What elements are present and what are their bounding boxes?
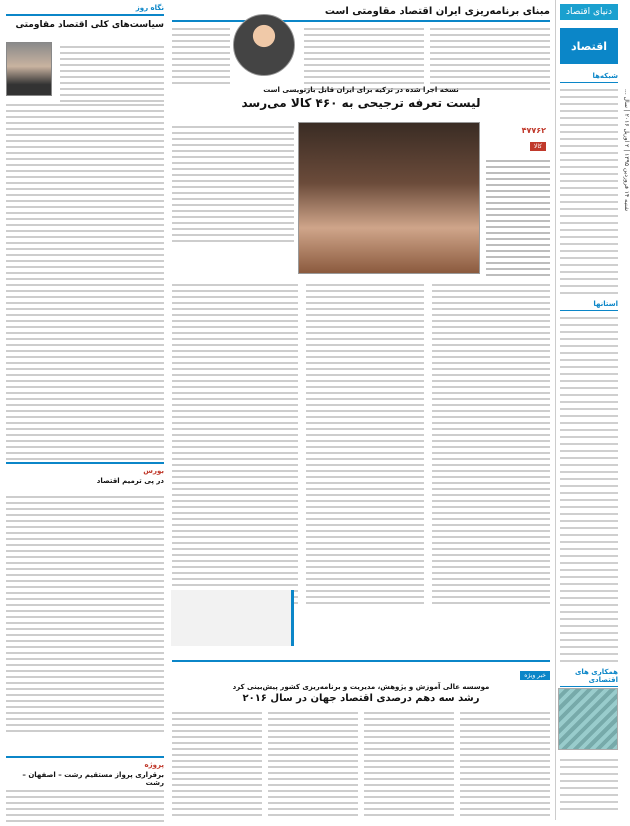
left-text-1 xyxy=(60,42,164,106)
pull-quote xyxy=(171,590,294,646)
left-headline-3: برقراری پرواز مستقیم رشت – اصفهان – رشت xyxy=(22,771,164,787)
bottom-story-col-3 xyxy=(268,708,358,820)
headline-block xyxy=(172,86,550,110)
bottom-story-col-4 xyxy=(172,708,262,820)
columnist-photo xyxy=(6,42,52,96)
sidebar xyxy=(555,0,630,820)
top-intro-text-mid xyxy=(304,24,424,94)
left-text-3 xyxy=(6,492,164,736)
sidebar-block-title-1: شبکه‌ها xyxy=(560,72,618,83)
number-badge: ۴۷۷۶۲ xyxy=(521,126,546,135)
main-story-col-b xyxy=(172,122,294,246)
left-column xyxy=(6,4,164,30)
left-section-3: پروژه xyxy=(144,761,164,769)
sidebar-text-block-1 xyxy=(560,84,618,299)
bottom-story-col-2 xyxy=(364,708,454,820)
vertical-date: شنبه ۱۴ فروردین ۱۳۹۵ | ۲ آوریل ۲۰۱۶ | سال ... xyxy=(623,89,630,211)
top-intro-text-left xyxy=(172,24,230,88)
sidebar-image xyxy=(558,688,618,750)
top-story xyxy=(172,6,550,22)
left-headline-2: در پی ترمیم اقتصاد xyxy=(96,477,164,485)
section-tab: اقتصاد xyxy=(560,28,618,64)
main-story-photo xyxy=(298,122,480,274)
left-section-1: نگاه روز xyxy=(135,4,164,12)
bottom-story-tag: خبر ویژه xyxy=(520,671,550,680)
bottom-story-kicker: موسسه عالی آموزش و پژوهش، مدیریت و برنامه‌ریزی کشور پیش‌بینی کرد xyxy=(232,683,490,691)
sidebar-text-block-3 xyxy=(560,754,618,815)
main-story-col-3 xyxy=(172,280,298,608)
left-headline-1: سیاست‌های کلی اقتصاد مقاومتی xyxy=(15,20,164,30)
left-block-2 xyxy=(6,462,164,485)
bottom-story-headline: رشد سه دهم درصدی اقتصاد جهان در سال ۲۰۱۶ xyxy=(242,693,480,704)
sidebar-block-title-2: استانها xyxy=(560,300,618,311)
top-story-kicker: مبنای برنامه‌ریزی ایران اقتصاد مقاومتی است xyxy=(324,6,550,17)
left-block-3 xyxy=(6,756,164,787)
main-story-col-1 xyxy=(432,280,550,608)
story-badge: کالا xyxy=(530,142,546,151)
left-text-4 xyxy=(6,786,164,826)
sidebar-block-title-3: همکاری های اقتصادی xyxy=(560,668,618,687)
bottom-story-col-1 xyxy=(460,708,550,820)
sidebar-text-block-2 xyxy=(560,312,618,667)
official-portrait xyxy=(233,14,295,76)
left-text-2 xyxy=(6,100,164,464)
bottom-story xyxy=(172,660,550,704)
headline-subtitle: نسخه اجرا شده در ترکیه برای ایران قابل بازنویسی است xyxy=(263,86,459,94)
headline-main: لیست تعرفه ترجیحی به ۴۶۰ کالا می‌رسد xyxy=(241,96,481,110)
left-section-2: بورس xyxy=(143,467,164,475)
main-story-col-2 xyxy=(306,280,424,608)
main-story-col-a xyxy=(486,156,550,280)
newspaper-logo: دنیای اقتصاد xyxy=(560,4,618,20)
top-intro-text-right xyxy=(430,24,550,94)
